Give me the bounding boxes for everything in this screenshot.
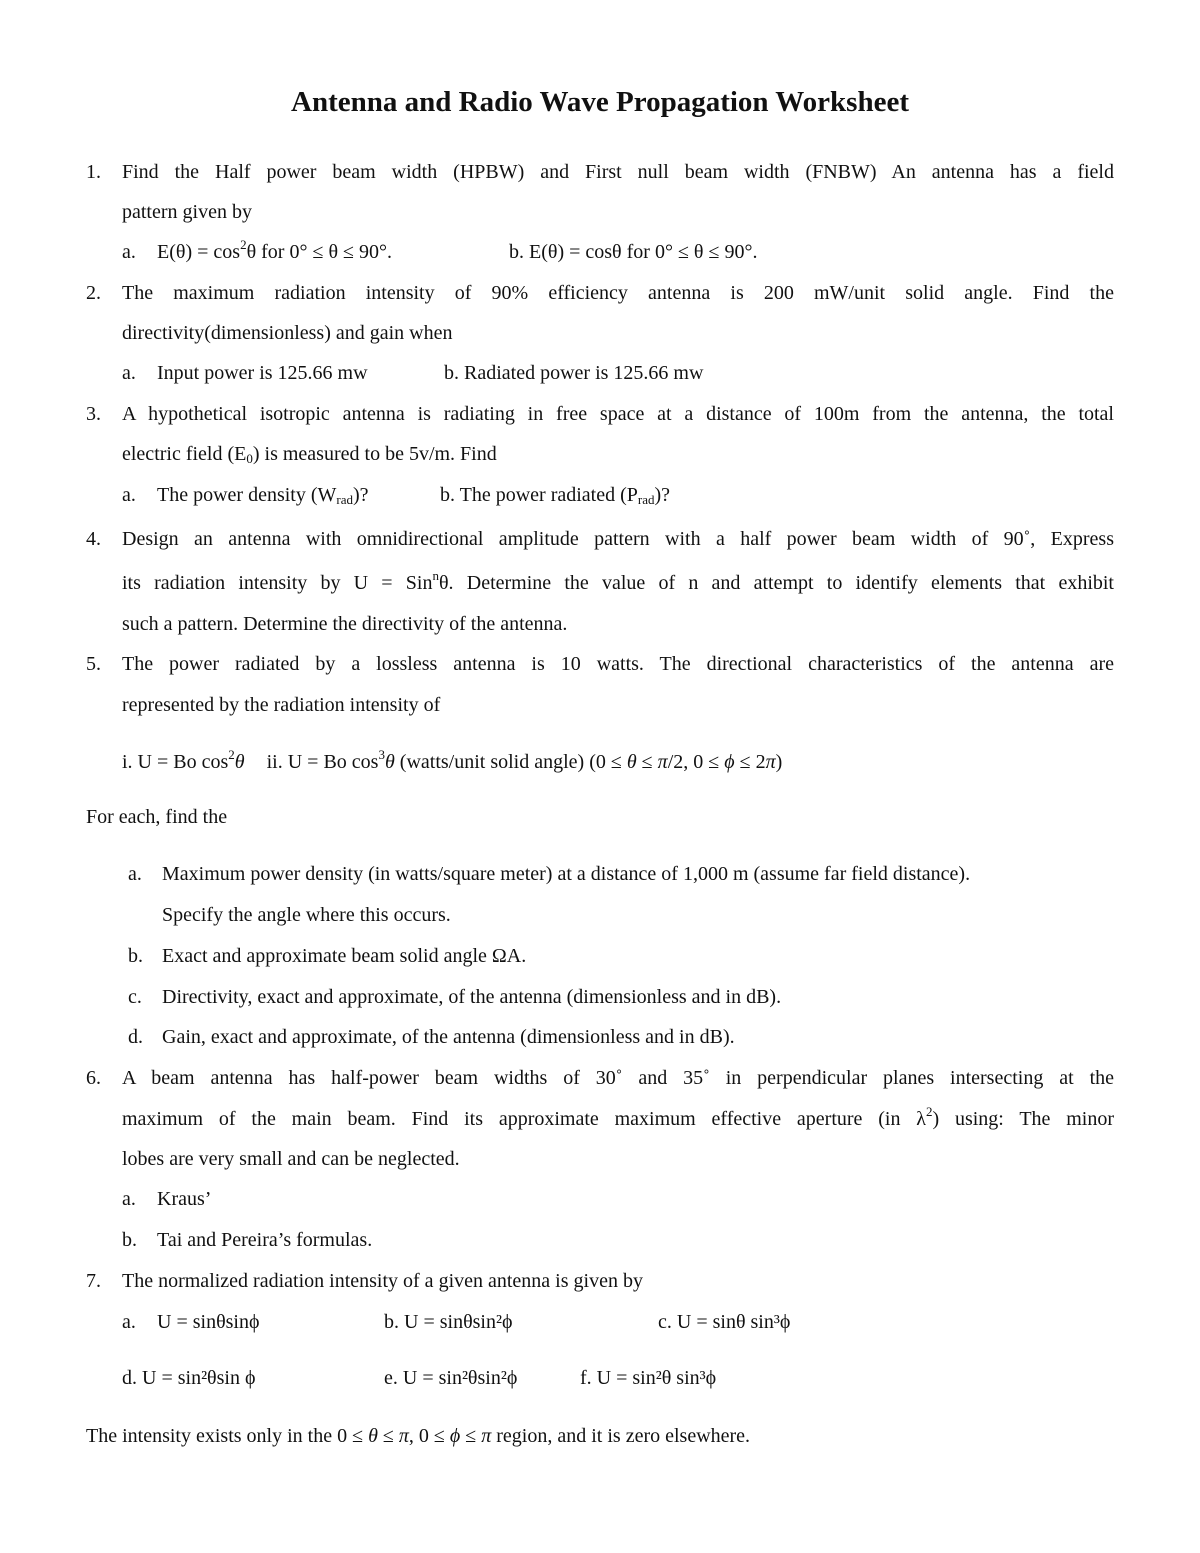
- q7-d-text: d. U = sin²θsin ϕ: [122, 1367, 256, 1389]
- q5-line1: The power radiated by a lossless antenna is 10 watts. The directional characteristics of the antenna are: [122, 653, 1114, 675]
- q5-number: 5.: [86, 653, 101, 675]
- q1-number: 1.: [86, 161, 101, 183]
- q2-number: 2.: [86, 282, 101, 304]
- q1-a-text: $E(\theta) = \cos^2\theta$ for 0° ≤ θ ≤ 90°.: [157, 237, 392, 263]
- q2-line1: The maximum radiation intensity of 90% efficiency antenna is 200 mW/unit solid angle. Find the: [122, 282, 1114, 304]
- q7-closing: The intensity exists only in the 0 ≤ θ ≤ π, 0 ≤ ϕ ≤ π region, and it is zero elsewhere.: [86, 1425, 751, 1447]
- q6-a-text: Kraus’: [157, 1188, 212, 1210]
- q5-a-label: a.: [128, 863, 142, 885]
- q5-c-label: c.: [128, 986, 142, 1008]
- q1-line1: Find the Half power beam width (HPBW) and First null beam width (FNBW) An antenna has a field: [122, 161, 1114, 183]
- q6-line3: lobes are very small and can be neglected.: [122, 1148, 460, 1170]
- q2-a-label: a.: [122, 362, 136, 384]
- q6-b-text: Tai and Pereira’s formulas.: [157, 1229, 373, 1251]
- q1-a-label: a.: [122, 241, 136, 263]
- q1-line2: pattern given by: [122, 201, 252, 223]
- q7-a-label: a.: [122, 1311, 136, 1333]
- q7-a-text: U = sinθsinϕ: [157, 1311, 260, 1333]
- q5-a-line1: Maximum power density (in watts/square meter) at a distance of 1,000 m (assume far field distance).: [162, 863, 971, 885]
- q2-b-text: b. Radiated power is 125.66 mw: [444, 362, 704, 384]
- q6-number: 6.: [86, 1067, 101, 1089]
- q2-line2: directivity(dimensionless) and gain when: [122, 322, 453, 344]
- q4-line1: Design an antenna with omnidirectional amplitude pattern with a half power beam width of 90˚, Express: [122, 528, 1114, 550]
- q7-c-text: c. U = sinθ sin³ϕ: [658, 1311, 791, 1333]
- q6-line2: maximum of the main beam. Find its approximate maximum effective aperture (in $\lambda^2$) using: The minor: [122, 1104, 1115, 1130]
- q5-b-label: b.: [128, 945, 143, 967]
- q6-a-label: a.: [122, 1188, 136, 1210]
- q7-b-text: b. U = sinθsin²ϕ: [384, 1311, 513, 1333]
- q3-line1: A hypothetical isotropic antenna is radiating in free space at a distance of 100m from the antenna, the total: [122, 403, 1114, 425]
- q3-line2: electric field $(E_0)$ is measured to be 5v/m. Find: [122, 443, 497, 466]
- q2-a-text: Input power is 125.66 mw: [157, 362, 368, 384]
- q5-for-each: For each, find the: [86, 806, 228, 828]
- q5-line2: represented by the radiation intensity of: [122, 694, 441, 716]
- q5-c-text: Directivity, exact and approximate, of the antenna (dimensionless and in dB).: [162, 986, 782, 1008]
- q4-line2: its radiation intensity by U = Sin$^n$θ. Determine the value of n and attempt to identify elements that exhibit: [122, 568, 1114, 594]
- q7-number: 7.: [86, 1270, 101, 1292]
- q1-b-text: b. E(θ) = cosθ for 0° ≤ θ ≤ 90°.: [509, 241, 758, 263]
- q3-number: 3.: [86, 403, 101, 425]
- q5-equations: i. U = Bo $\cos^2\theta$ ii. U = Bo $\cos^3\theta$ (watts/unit solid angle) (0 ≤ θ ≤ π/2, 0 ≤ ϕ ≤ 2π): [122, 747, 783, 773]
- q5-b-text: Exact and approximate beam solid angle ΩA.: [162, 945, 527, 967]
- q7-e-text: e. U = sin²θsin²ϕ: [384, 1367, 518, 1389]
- q7-line1: The normalized radiation intensity of a given antenna is given by: [122, 1270, 643, 1292]
- q4-number: 4.: [86, 528, 101, 550]
- q5-d-label: d.: [128, 1026, 143, 1048]
- q4-line3: such a pattern. Determine the directivity of the antenna.: [122, 613, 568, 635]
- q6-b-label: b.: [122, 1229, 137, 1251]
- q7-f-text: f. U = sin²θ sin³ϕ: [580, 1367, 717, 1389]
- q3-a-label: a.: [122, 484, 136, 506]
- page-title: Antenna and Radio Wave Propagation Worksheet: [291, 86, 909, 118]
- q5-a-line2: Specify the angle where this occurs.: [162, 904, 451, 926]
- q6-line1: A beam antenna has half-power beam widths of 30˚ and 35˚ in perpendicular planes intersecting at the: [122, 1067, 1114, 1089]
- q3-b-text: b. The power radiated $(P_{rad})$?: [440, 484, 671, 507]
- q5-d-text: Gain, exact and approximate, of the antenna (dimensionless and in dB).: [162, 1026, 735, 1048]
- q3-a-text: The power density $(W_{rad})$?: [157, 484, 369, 507]
